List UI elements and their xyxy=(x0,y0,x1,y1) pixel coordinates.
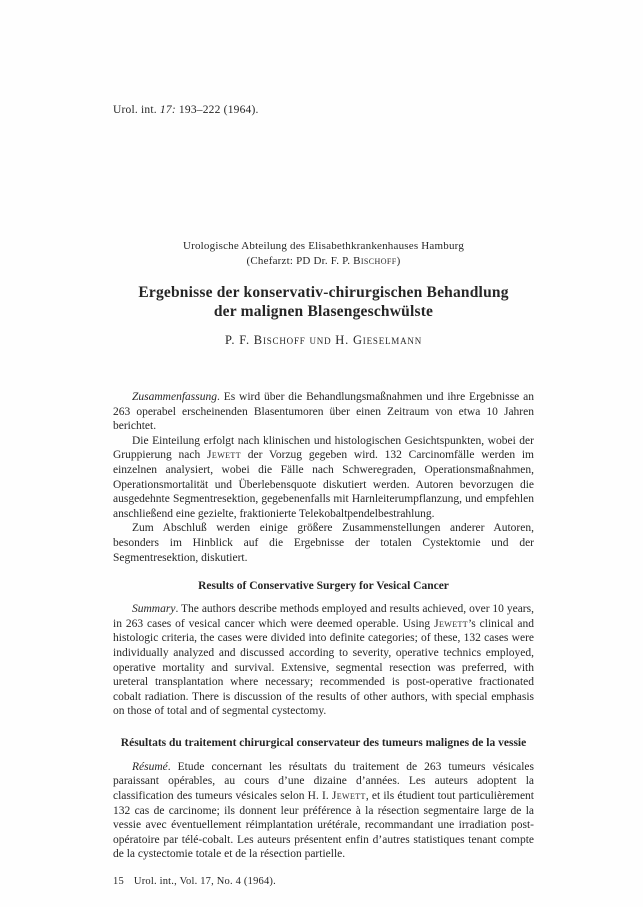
abstract-german-p2-post: der Vorzug gegeben wird. 132 Carcinomfälle werden im einzelnen analysiert, wobei die Fälle nach Schweregraden, Operationsmaßnahmen, Operationsmortalität und Überlebensquote diskutiert werden. Autoren bevorzugen die ausgedehnte Segmentresektion, gegebenenfalls mit Harnleiterumpflanzung, und empfehlen anschließend eine gezielte, fraktionierte Telekobaltpendelbestrahlung. xyxy=(113,449,534,520)
authors-line: P. F. Bischoff und H. Gieselmann xyxy=(224,333,423,347)
abstract-german xyxy=(113,390,534,565)
journal-reference xyxy=(113,103,534,117)
journal-name: Urol. int. xyxy=(113,104,160,116)
page-number: 15 xyxy=(113,876,124,888)
chefarzt-close: ) xyxy=(396,255,401,267)
journal-volume: 17: xyxy=(159,104,176,116)
paper-title xyxy=(113,283,534,321)
cited-author-jewett: Jewett xyxy=(207,449,242,462)
abstract-german-p1 xyxy=(113,390,534,434)
abstract-french-p xyxy=(113,760,534,862)
abstract-german-p2-pre: Die Einteilung erfolgt nach klinischen und histologischen Gesichtspunkten, wobei der Gruppierung nach xyxy=(113,434,534,462)
paper-title-line1: Ergebnisse der konservativ-chirurgischen Behandlung xyxy=(138,284,509,301)
abstract-german-p1-text: . Es wird über die Behandlungsmaßnahmen und ihre Ergebnisse an 263 operabel erscheinenden Blasentumoren über einen Zeitraum von etwa 10 Jahren berichtet. xyxy=(113,391,534,433)
abstract-french-post: , et ils étudient tout particulièrement 132 cas de carcinome; ils donnent leur préférence à la résection segmentaire large de la vessie avec éventuellement réimplantation urétérale, recommandant une irradiation post-opératoire par télé-cobalt. Les auteurs présentent enfin d’autres statistiques tenant compte de la cystectomie totale et de la résection partielle. xyxy=(113,790,535,861)
abstract-english xyxy=(113,602,534,719)
abstract-english-label: Summary xyxy=(132,603,176,616)
abstract-french xyxy=(113,760,534,862)
text-column xyxy=(113,103,534,887)
abstract-german-p2 xyxy=(113,434,534,522)
institution-line: Urologische Abteilung des Elisabethkrankenhauses Hamburg xyxy=(182,240,465,252)
chefarzt-text: (Chefarzt: PD Dr. F. P. xyxy=(246,255,354,267)
abstract-german-label: Zusammenfassung xyxy=(132,391,217,403)
page-footer xyxy=(113,876,534,887)
abstract-english-post: ’s clinical and histologic criteria, the cases were divided into definite categories; of these, 132 cases were individually analyzed and discussed according to severity, operative technics employed, operative mortality and survival. Extensive, segmental resection was preferred, with ureteral transplantation where necessary; recommended is post-operative fractionated cobalt radiation. There is discussion of the results of other authors, with special emphasis on those of total and of segmental cystectomy. xyxy=(113,617,534,718)
abstract-german-p3: Zum Abschluß werden einige größere Zusammenstellungen anderer Autoren, besonders im Hinblick auf die Ergebnisse der totalen Cystektomie und der Segmentresektion, diskutiert. xyxy=(113,522,534,564)
institution-block xyxy=(113,239,534,269)
abstract-french-pre: . Etude concernant les résultats du traitement de 263 tumeurs vésicales paraissant opérables, au cours d’une dizaine d’années. Les auteurs adoptent la classification des tumeurs vésicales selon H. I. xyxy=(113,760,534,803)
running-title: Urol. int., Vol. 17, No. 4 (1964). xyxy=(133,876,276,888)
chefarzt-name: Bischoff xyxy=(353,255,397,267)
journal-pages-year: 193–222 (1964). xyxy=(175,104,259,116)
abstract-english-p xyxy=(113,602,534,719)
abstract-english-pre: . The authors describe methods employed and results achieved, over 10 years, in 263 cases of vesical cancer which were deemed operable. Using xyxy=(113,603,534,630)
abstract-french-label: Résumé xyxy=(132,760,168,773)
cited-author-jewett: Jewett xyxy=(434,617,469,630)
paper-title-line2: der malignen Blasengeschwülste xyxy=(213,303,434,320)
cited-author-jewett: Jewett xyxy=(331,790,366,803)
section-heading-english: Results of Conservative Surgery for Vesical Cancer xyxy=(198,580,449,593)
section-heading-french: Résultats du traitement chirurgical conservateur des tumeurs malignes de la vessie xyxy=(120,736,527,749)
chefarzt-line xyxy=(113,254,534,269)
